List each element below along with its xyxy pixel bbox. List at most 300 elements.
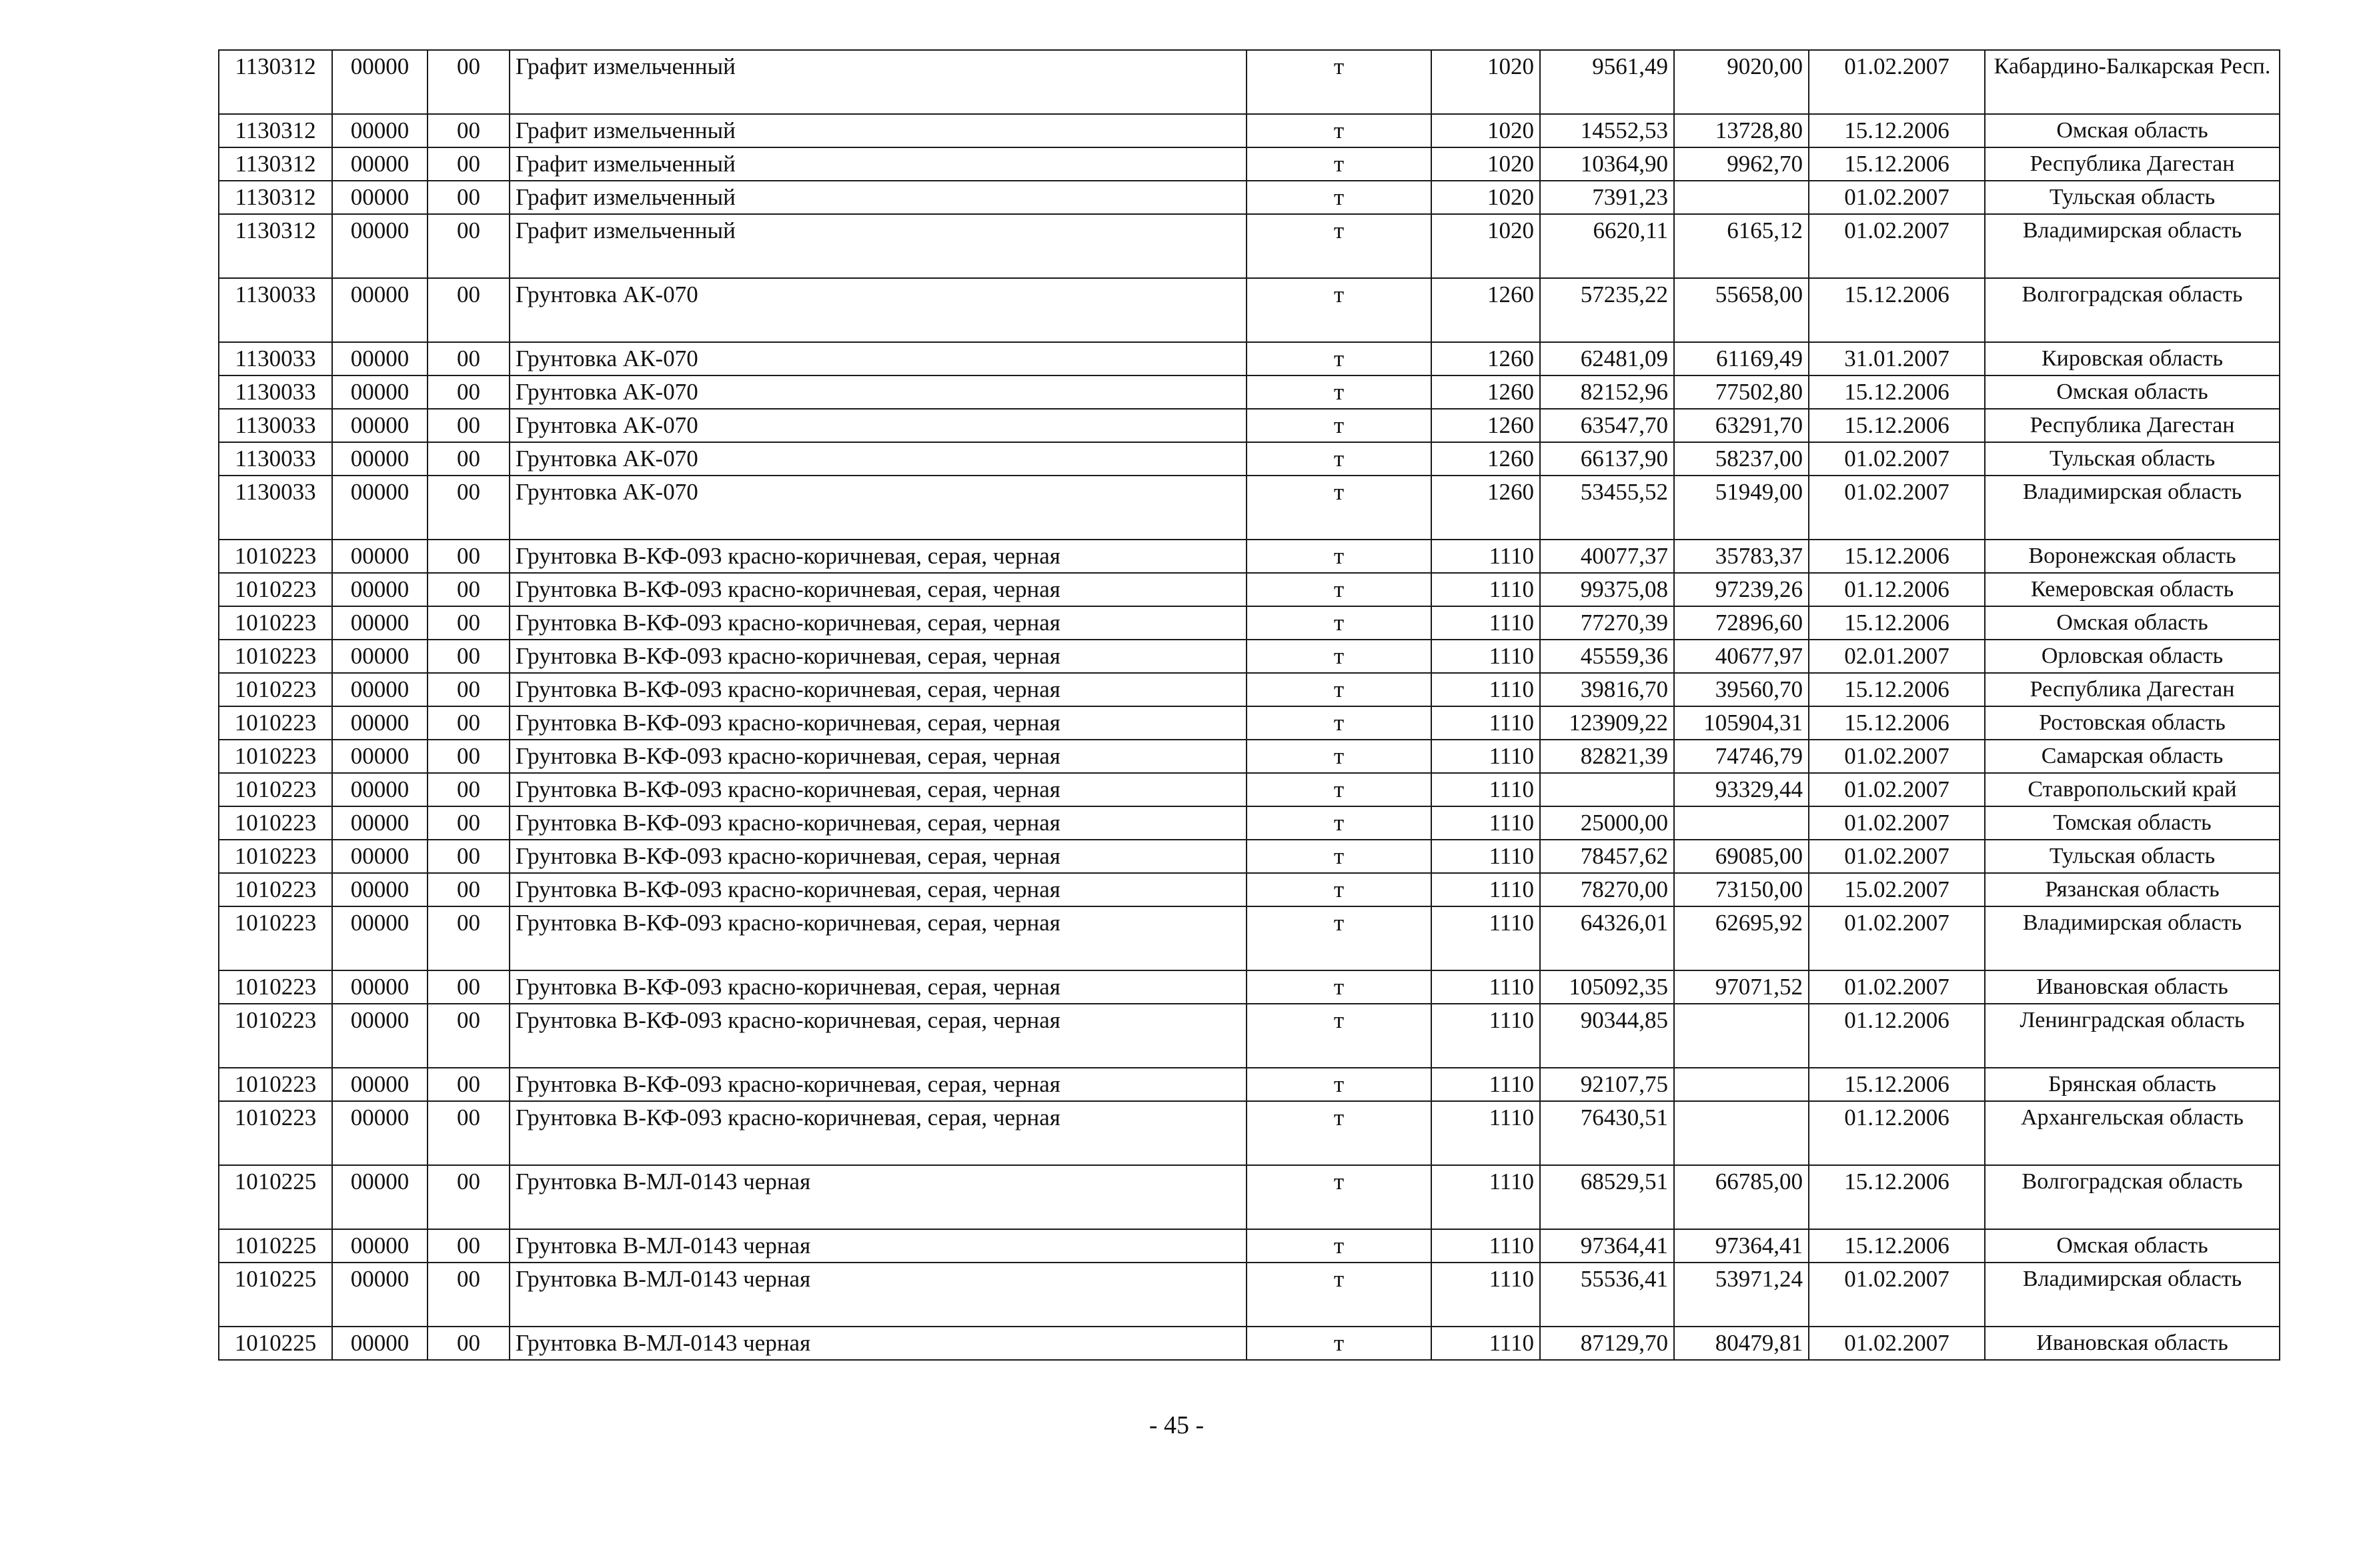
- price-2-cell: 105904,31: [1674, 706, 1809, 740]
- product-name-cell: Грунтовка В-КФ-093 красно-коричневая, серая, черная: [510, 573, 1247, 606]
- product-code-cell: 1130033: [219, 476, 332, 540]
- product-code-cell: 1010223: [219, 640, 332, 673]
- region-cell: Самарская область: [1985, 740, 2280, 773]
- price-2-cell: 55658,00: [1674, 278, 1809, 342]
- price-1-cell: 40077,37: [1540, 540, 1674, 573]
- date-cell: 01.02.2007: [1809, 442, 1985, 476]
- date-cell: 01.12.2006: [1809, 1101, 1985, 1165]
- subcode-cell: 00000: [332, 50, 428, 114]
- subcode-cell: 00000: [332, 706, 428, 740]
- zero-code-cell: 00: [428, 1327, 510, 1360]
- zero-code-cell: 00: [428, 673, 510, 706]
- region-cell: Тульская область: [1985, 442, 2280, 476]
- unit-cell: т: [1247, 873, 1431, 906]
- price-1-cell: 63547,70: [1540, 409, 1674, 442]
- region-cell: Кировская область: [1985, 342, 2280, 375]
- numeric-code-cell: 1110: [1431, 873, 1540, 906]
- price-2-cell: 72896,60: [1674, 606, 1809, 640]
- zero-code-cell: 00: [428, 640, 510, 673]
- unit-cell: т: [1247, 1068, 1431, 1101]
- date-cell: 01.02.2007: [1809, 740, 1985, 773]
- unit-cell: т: [1247, 1263, 1431, 1327]
- product-code-cell: 1010223: [219, 840, 332, 873]
- price-1-cell: 97364,41: [1540, 1229, 1674, 1263]
- product-code-cell: 1010225: [219, 1229, 332, 1263]
- product-code-cell: 1010223: [219, 673, 332, 706]
- zero-code-cell: 00: [428, 476, 510, 540]
- date-cell: 01.02.2007: [1809, 1263, 1985, 1327]
- zero-code-cell: 00: [428, 1004, 510, 1068]
- zero-code-cell: 00: [428, 740, 510, 773]
- numeric-code-cell: 1110: [1431, 773, 1540, 806]
- price-2-cell: 13728,80: [1674, 114, 1809, 147]
- product-code-cell: 1010225: [219, 1327, 332, 1360]
- product-name-cell: Грунтовка В-КФ-093 красно-коричневая, серая, черная: [510, 906, 1247, 970]
- numeric-code-cell: 1020: [1431, 50, 1540, 114]
- unit-cell: т: [1247, 906, 1431, 970]
- date-cell: 15.12.2006: [1809, 409, 1985, 442]
- price-2-cell: [1674, 806, 1809, 840]
- table-row: [219, 1101, 2280, 1165]
- zero-code-cell: 00: [428, 375, 510, 409]
- subcode-cell: 00000: [332, 278, 428, 342]
- price-1-cell: 82821,39: [1540, 740, 1674, 773]
- price-2-cell: 69085,00: [1674, 840, 1809, 873]
- numeric-code-cell: 1110: [1431, 573, 1540, 606]
- date-cell: 15.12.2006: [1809, 375, 1985, 409]
- numeric-code-cell: 1110: [1431, 740, 1540, 773]
- product-code-cell: 1130312: [219, 114, 332, 147]
- region-cell: Архангельская область: [1985, 1101, 2280, 1165]
- region-cell: Ивановская область: [1985, 1327, 2280, 1360]
- product-name-cell: Грунтовка В-КФ-093 красно-коричневая, серая, черная: [510, 773, 1247, 806]
- zero-code-cell: 00: [428, 409, 510, 442]
- product-code-cell: 1130033: [219, 342, 332, 375]
- subcode-cell: 00000: [332, 1229, 428, 1263]
- table-row: [219, 1229, 2280, 1263]
- price-1-cell: 55536,41: [1540, 1263, 1674, 1327]
- zero-code-cell: 00: [428, 1229, 510, 1263]
- date-cell: 15.12.2006: [1809, 540, 1985, 573]
- subcode-cell: 00000: [332, 1263, 428, 1327]
- product-name-cell: Грунтовка В-КФ-093 красно-коричневая, серая, черная: [510, 540, 1247, 573]
- price-1-cell: 25000,00: [1540, 806, 1674, 840]
- price-1-cell: 78457,62: [1540, 840, 1674, 873]
- unit-cell: т: [1247, 442, 1431, 476]
- table-row: [219, 114, 2280, 147]
- price-2-cell: 58237,00: [1674, 442, 1809, 476]
- numeric-code-cell: 1020: [1431, 114, 1540, 147]
- subcode-cell: 00000: [332, 806, 428, 840]
- product-code-cell: 1130312: [219, 181, 332, 214]
- price-2-cell: 51949,00: [1674, 476, 1809, 540]
- region-cell: Ставропольский край: [1985, 773, 2280, 806]
- zero-code-cell: 00: [428, 840, 510, 873]
- price-2-cell: 97071,52: [1674, 970, 1809, 1004]
- table-row: [219, 773, 2280, 806]
- numeric-code-cell: 1260: [1431, 342, 1540, 375]
- zero-code-cell: 00: [428, 540, 510, 573]
- zero-code-cell: 00: [428, 773, 510, 806]
- price-2-cell: 63291,70: [1674, 409, 1809, 442]
- zero-code-cell: 00: [428, 278, 510, 342]
- product-code-cell: 1010223: [219, 806, 332, 840]
- zero-code-cell: 00: [428, 606, 510, 640]
- region-cell: Ленинградская область: [1985, 1004, 2280, 1068]
- product-code-cell: 1010223: [219, 773, 332, 806]
- price-1-cell: 90344,85: [1540, 1004, 1674, 1068]
- zero-code-cell: 00: [428, 1068, 510, 1101]
- table-row: [219, 476, 2280, 540]
- product-name-cell: Грунтовка В-КФ-093 красно-коричневая, серая, черная: [510, 706, 1247, 740]
- price-2-cell: 6165,12: [1674, 214, 1809, 278]
- product-name-cell: Грунтовка В-КФ-093 красно-коричневая, серая, черная: [510, 970, 1247, 1004]
- numeric-code-cell: 1260: [1431, 476, 1540, 540]
- numeric-code-cell: 1110: [1431, 1263, 1540, 1327]
- product-code-cell: 1010223: [219, 906, 332, 970]
- price-1-cell: 9561,49: [1540, 50, 1674, 114]
- page-number: - 45 -: [1148, 1411, 1205, 1439]
- numeric-code-cell: 1110: [1431, 606, 1540, 640]
- date-cell: 15.12.2006: [1809, 673, 1985, 706]
- price-1-cell: [1540, 773, 1674, 806]
- price-2-cell: 74746,79: [1674, 740, 1809, 773]
- table-row: [219, 1004, 2280, 1068]
- table-row: [219, 375, 2280, 409]
- table-row: [219, 906, 2280, 970]
- numeric-code-cell: 1110: [1431, 1327, 1540, 1360]
- price-2-cell: [1674, 181, 1809, 214]
- product-name-cell: Грунтовка В-КФ-093 красно-коричневая, серая, черная: [510, 840, 1247, 873]
- zero-code-cell: 00: [428, 906, 510, 970]
- unit-cell: т: [1247, 375, 1431, 409]
- unit-cell: т: [1247, 278, 1431, 342]
- unit-cell: т: [1247, 342, 1431, 375]
- table-row: [219, 1068, 2280, 1101]
- numeric-code-cell: 1110: [1431, 640, 1540, 673]
- numeric-code-cell: 1110: [1431, 1101, 1540, 1165]
- region-cell: Волгоградская область: [1985, 1165, 2280, 1229]
- product-name-cell: Грунтовка АК-070: [510, 375, 1247, 409]
- price-2-cell: 77502,80: [1674, 375, 1809, 409]
- date-cell: 01.02.2007: [1809, 840, 1985, 873]
- region-cell: Тульская область: [1985, 840, 2280, 873]
- subcode-cell: 00000: [332, 1004, 428, 1068]
- price-1-cell: 6620,11: [1540, 214, 1674, 278]
- price-1-cell: 62481,09: [1540, 342, 1674, 375]
- zero-code-cell: 00: [428, 50, 510, 114]
- product-code-cell: 1010223: [219, 1004, 332, 1068]
- product-name-cell: Грунтовка В-МЛ-0143 черная: [510, 1327, 1247, 1360]
- subcode-cell: 00000: [332, 409, 428, 442]
- price-1-cell: 57235,22: [1540, 278, 1674, 342]
- unit-cell: т: [1247, 640, 1431, 673]
- product-code-cell: 1010223: [219, 1101, 332, 1165]
- region-cell: Воронежская область: [1985, 540, 2280, 573]
- unit-cell: т: [1247, 573, 1431, 606]
- numeric-code-cell: 1110: [1431, 906, 1540, 970]
- table-row: [219, 50, 2280, 114]
- date-cell: 15.02.2007: [1809, 873, 1985, 906]
- numeric-code-cell: 1260: [1431, 409, 1540, 442]
- table-row: [219, 1327, 2280, 1360]
- price-2-cell: 40677,97: [1674, 640, 1809, 673]
- product-code-cell: 1010223: [219, 873, 332, 906]
- zero-code-cell: 00: [428, 214, 510, 278]
- table-row: [219, 640, 2280, 673]
- date-cell: 31.01.2007: [1809, 342, 1985, 375]
- price-2-cell: [1674, 1068, 1809, 1101]
- table-row: [219, 606, 2280, 640]
- unit-cell: т: [1247, 147, 1431, 181]
- price-1-cell: 92107,75: [1540, 1068, 1674, 1101]
- region-cell: Омская область: [1985, 606, 2280, 640]
- date-cell: 01.02.2007: [1809, 181, 1985, 214]
- price-2-cell: [1674, 1004, 1809, 1068]
- date-cell: 01.02.2007: [1809, 806, 1985, 840]
- unit-cell: т: [1247, 409, 1431, 442]
- date-cell: 15.12.2006: [1809, 1229, 1985, 1263]
- numeric-code-cell: 1110: [1431, 1068, 1540, 1101]
- numeric-code-cell: 1110: [1431, 540, 1540, 573]
- region-cell: Тульская область: [1985, 181, 2280, 214]
- subcode-cell: 00000: [332, 214, 428, 278]
- table-row: [219, 740, 2280, 773]
- price-2-cell: 61169,49: [1674, 342, 1809, 375]
- product-name-cell: Грунтовка АК-070: [510, 278, 1247, 342]
- zero-code-cell: 00: [428, 1101, 510, 1165]
- product-code-cell: 1010223: [219, 970, 332, 1004]
- product-name-cell: Грунтовка В-КФ-093 красно-коричневая, серая, черная: [510, 1101, 1247, 1165]
- unit-cell: т: [1247, 1004, 1431, 1068]
- table-row: [219, 442, 2280, 476]
- price-1-cell: 76430,51: [1540, 1101, 1674, 1165]
- product-name-cell: Графит измельченный: [510, 114, 1247, 147]
- unit-cell: т: [1247, 740, 1431, 773]
- price-2-cell: 39560,70: [1674, 673, 1809, 706]
- numeric-code-cell: 1260: [1431, 442, 1540, 476]
- region-cell: Кемеровская область: [1985, 573, 2280, 606]
- table-row: [219, 214, 2280, 278]
- date-cell: 01.02.2007: [1809, 906, 1985, 970]
- table-row: [219, 147, 2280, 181]
- product-name-cell: Грунтовка В-МЛ-0143 черная: [510, 1229, 1247, 1263]
- price-2-cell: 66785,00: [1674, 1165, 1809, 1229]
- unit-cell: т: [1247, 773, 1431, 806]
- zero-code-cell: 00: [428, 573, 510, 606]
- product-name-cell: Грунтовка В-КФ-093 красно-коричневая, серая, черная: [510, 1004, 1247, 1068]
- table-row: [219, 540, 2280, 573]
- unit-cell: т: [1247, 706, 1431, 740]
- table-row: [219, 342, 2280, 375]
- price-1-cell: 123909,22: [1540, 706, 1674, 740]
- product-name-cell: Грунтовка АК-070: [510, 409, 1247, 442]
- price-2-cell: 9962,70: [1674, 147, 1809, 181]
- price-1-cell: 10364,90: [1540, 147, 1674, 181]
- subcode-cell: 00000: [332, 342, 428, 375]
- product-code-cell: 1010223: [219, 706, 332, 740]
- unit-cell: т: [1247, 606, 1431, 640]
- unit-cell: т: [1247, 1165, 1431, 1229]
- price-1-cell: 105092,35: [1540, 970, 1674, 1004]
- unit-cell: т: [1247, 806, 1431, 840]
- subcode-cell: 00000: [332, 573, 428, 606]
- region-cell: Республика Дагестан: [1985, 409, 2280, 442]
- price-1-cell: 45559,36: [1540, 640, 1674, 673]
- price-1-cell: 53455,52: [1540, 476, 1674, 540]
- product-code-cell: 1010223: [219, 573, 332, 606]
- product-code-cell: 1010223: [219, 606, 332, 640]
- table-row: [219, 278, 2280, 342]
- product-code-cell: 1010223: [219, 540, 332, 573]
- region-cell: Омская область: [1985, 1229, 2280, 1263]
- date-cell: 01.02.2007: [1809, 970, 1985, 1004]
- zero-code-cell: 00: [428, 1165, 510, 1229]
- subcode-cell: 00000: [332, 873, 428, 906]
- numeric-code-cell: 1110: [1431, 1229, 1540, 1263]
- price-2-cell: 53971,24: [1674, 1263, 1809, 1327]
- price-2-cell: 73150,00: [1674, 873, 1809, 906]
- product-code-cell: 1130312: [219, 147, 332, 181]
- product-name-cell: Грунтовка В-КФ-093 красно-коричневая, серая, черная: [510, 673, 1247, 706]
- product-code-cell: 1130033: [219, 278, 332, 342]
- table-row: [219, 840, 2280, 873]
- date-cell: 01.12.2006: [1809, 1004, 1985, 1068]
- price-1-cell: 77270,39: [1540, 606, 1674, 640]
- unit-cell: т: [1247, 1327, 1431, 1360]
- price-2-cell: [1674, 1101, 1809, 1165]
- product-name-cell: Грунтовка В-КФ-093 красно-коричневая, серая, черная: [510, 1068, 1247, 1101]
- region-cell: Ивановская область: [1985, 970, 2280, 1004]
- table-row: [219, 573, 2280, 606]
- subcode-cell: 00000: [332, 640, 428, 673]
- zero-code-cell: 00: [428, 442, 510, 476]
- price-2-cell: 97364,41: [1674, 1229, 1809, 1263]
- numeric-code-cell: 1110: [1431, 1004, 1540, 1068]
- region-cell: Республика Дагестан: [1985, 673, 2280, 706]
- product-code-cell: 1130033: [219, 375, 332, 409]
- zero-code-cell: 00: [428, 970, 510, 1004]
- unit-cell: т: [1247, 476, 1431, 540]
- region-cell: Томская область: [1985, 806, 2280, 840]
- zero-code-cell: 00: [428, 1263, 510, 1327]
- zero-code-cell: 00: [428, 706, 510, 740]
- product-code-cell: 1130033: [219, 442, 332, 476]
- numeric-code-cell: 1110: [1431, 673, 1540, 706]
- product-name-cell: Грунтовка В-МЛ-0143 черная: [510, 1165, 1247, 1229]
- table-body: [219, 50, 2280, 1360]
- numeric-code-cell: 1020: [1431, 147, 1540, 181]
- product-name-cell: Грунтовка АК-070: [510, 442, 1247, 476]
- zero-code-cell: 00: [428, 147, 510, 181]
- table-row: [219, 1165, 2280, 1229]
- subcode-cell: 00000: [332, 540, 428, 573]
- region-cell: Омская область: [1985, 375, 2280, 409]
- price-1-cell: 78270,00: [1540, 873, 1674, 906]
- price-2-cell: 62695,92: [1674, 906, 1809, 970]
- unit-cell: т: [1247, 114, 1431, 147]
- product-code-cell: 1130312: [219, 214, 332, 278]
- numeric-code-cell: 1110: [1431, 806, 1540, 840]
- price-1-cell: 87129,70: [1540, 1327, 1674, 1360]
- product-code-cell: 1010225: [219, 1263, 332, 1327]
- product-name-cell: Графит измельченный: [510, 147, 1247, 181]
- zero-code-cell: 00: [428, 873, 510, 906]
- subcode-cell: 00000: [332, 673, 428, 706]
- region-cell: Брянская область: [1985, 1068, 2280, 1101]
- subcode-cell: 00000: [332, 773, 428, 806]
- price-1-cell: 82152,96: [1540, 375, 1674, 409]
- region-cell: Республика Дагестан: [1985, 147, 2280, 181]
- subcode-cell: 00000: [332, 1327, 428, 1360]
- numeric-code-cell: 1110: [1431, 1165, 1540, 1229]
- product-name-cell: Грунтовка В-КФ-093 красно-коричневая, серая, черная: [510, 806, 1247, 840]
- date-cell: 01.02.2007: [1809, 773, 1985, 806]
- price-1-cell: 99375,08: [1540, 573, 1674, 606]
- product-name-cell: Грунтовка В-МЛ-0143 черная: [510, 1263, 1247, 1327]
- table-row: [219, 409, 2280, 442]
- price-1-cell: 39816,70: [1540, 673, 1674, 706]
- region-cell: Кабардино-Балкарская Респ.: [1985, 50, 2280, 114]
- unit-cell: т: [1247, 181, 1431, 214]
- price-1-cell: 68529,51: [1540, 1165, 1674, 1229]
- numeric-code-cell: 1020: [1431, 214, 1540, 278]
- product-name-cell: Грунтовка В-КФ-093 красно-коричневая, серая, черная: [510, 740, 1247, 773]
- product-name-cell: Грунтовка В-КФ-093 красно-коричневая, серая, черная: [510, 873, 1247, 906]
- product-name-cell: Грунтовка В-КФ-093 красно-коричневая, серая, черная: [510, 640, 1247, 673]
- price-2-cell: 80479,81: [1674, 1327, 1809, 1360]
- region-cell: Владимирская область: [1985, 906, 2280, 970]
- date-cell: 01.02.2007: [1809, 214, 1985, 278]
- product-code-cell: 1010223: [219, 1068, 332, 1101]
- subcode-cell: 00000: [332, 114, 428, 147]
- subcode-cell: 00000: [332, 740, 428, 773]
- subcode-cell: 00000: [332, 1165, 428, 1229]
- region-cell: Владимирская область: [1985, 1263, 2280, 1327]
- region-cell: Ростовская область: [1985, 706, 2280, 740]
- product-code-cell: 1010225: [219, 1165, 332, 1229]
- subcode-cell: 00000: [332, 906, 428, 970]
- subcode-cell: 00000: [332, 1068, 428, 1101]
- unit-cell: т: [1247, 50, 1431, 114]
- unit-cell: т: [1247, 840, 1431, 873]
- table-row: [219, 1263, 2280, 1327]
- unit-cell: т: [1247, 214, 1431, 278]
- unit-cell: т: [1247, 1101, 1431, 1165]
- date-cell: 01.02.2007: [1809, 476, 1985, 540]
- product-name-cell: Графит измельченный: [510, 214, 1247, 278]
- region-cell: Омская область: [1985, 114, 2280, 147]
- numeric-code-cell: 1110: [1431, 840, 1540, 873]
- date-cell: 15.12.2006: [1809, 1068, 1985, 1101]
- price-table: [218, 49, 2280, 1361]
- date-cell: 15.12.2006: [1809, 706, 1985, 740]
- zero-code-cell: 00: [428, 181, 510, 214]
- price-1-cell: 66137,90: [1540, 442, 1674, 476]
- price-2-cell: 93329,44: [1674, 773, 1809, 806]
- date-cell: 15.12.2006: [1809, 1165, 1985, 1229]
- table-row: [219, 706, 2280, 740]
- region-cell: Владимирская область: [1985, 476, 2280, 540]
- numeric-code-cell: 1110: [1431, 970, 1540, 1004]
- product-code-cell: 1010223: [219, 740, 332, 773]
- price-2-cell: 97239,26: [1674, 573, 1809, 606]
- table-row: [219, 181, 2280, 214]
- price-1-cell: 14552,53: [1540, 114, 1674, 147]
- price-1-cell: 7391,23: [1540, 181, 1674, 214]
- zero-code-cell: 00: [428, 114, 510, 147]
- date-cell: 15.12.2006: [1809, 278, 1985, 342]
